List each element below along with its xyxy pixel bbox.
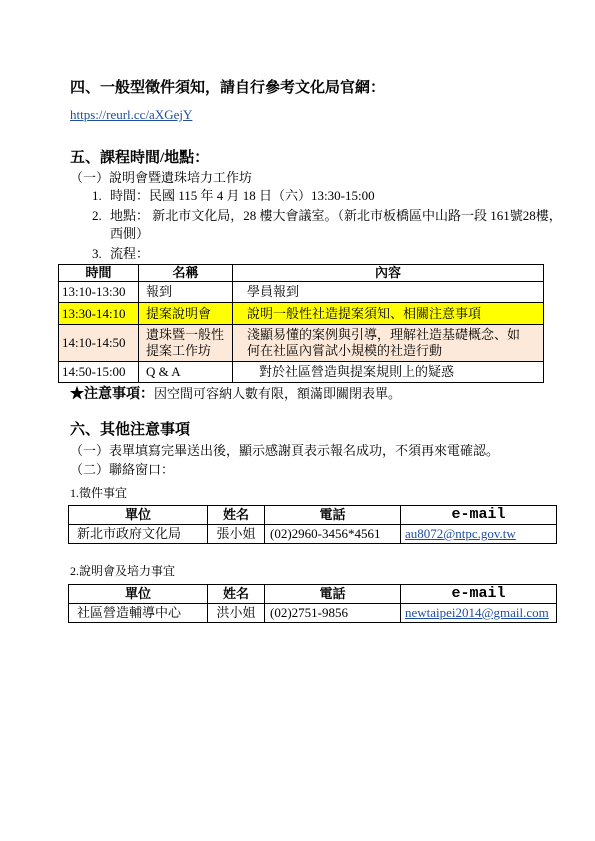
section5-heading: 五、課程時間/地點： bbox=[70, 150, 210, 166]
schedule-content-line: 淺顯易懂的案例與引導，理解社造基礎概念、如 bbox=[247, 327, 521, 342]
contact-name: 洪小姐 bbox=[208, 604, 265, 623]
schedule-name bbox=[139, 325, 233, 362]
section5-subheading: （一）說明會暨遺珠培力工作坊 bbox=[70, 170, 253, 185]
contact-email-cell bbox=[401, 525, 557, 544]
item-number: 2. bbox=[92, 208, 102, 223]
schedule-time: 14:10-14:50 bbox=[59, 325, 139, 362]
table-row bbox=[59, 303, 544, 325]
contact-header-phone: 電話 bbox=[265, 585, 401, 604]
contact-header-name: 姓名 bbox=[208, 585, 265, 604]
contact-label: 1.徵件事宜 bbox=[70, 486, 128, 500]
section6-item: （一）表單填寫完畢送出後，顯示感謝頁表示報名成功，不須再來電確認。 bbox=[70, 443, 500, 458]
section6-item: （二）聯絡窗口： bbox=[70, 462, 175, 477]
schedule-header-name: 名稱 bbox=[139, 265, 233, 282]
contact-email-link[interactable]: newtaipei2014@gmail.com bbox=[405, 605, 549, 620]
contact-header-name: 姓名 bbox=[208, 506, 265, 525]
contact-unit: 社區營造輔導中心 bbox=[69, 604, 208, 623]
notice-text: 因空間可容納人數有限，額滿即關閉表單。 bbox=[154, 386, 402, 401]
contact-header-row bbox=[69, 506, 557, 525]
contact-name: 張小姐 bbox=[208, 525, 265, 544]
table-row bbox=[69, 525, 557, 544]
contact-phone: (02)2960-3456*4561 bbox=[265, 525, 401, 544]
item-agenda-text: 流程： bbox=[110, 246, 150, 261]
schedule-table bbox=[58, 264, 544, 383]
table-row bbox=[69, 604, 557, 623]
schedule-name-line: 遺珠暨一般性 bbox=[146, 327, 225, 342]
contact-header-unit: 單位 bbox=[69, 585, 208, 604]
notice bbox=[70, 386, 401, 403]
schedule-header-content: 內容 bbox=[233, 265, 544, 282]
schedule-name-line: 提案工作坊 bbox=[146, 343, 212, 358]
contact-email-link[interactable]: au8072@ntpc.gov.tw bbox=[405, 526, 516, 541]
contact-header-phone: 電話 bbox=[265, 506, 401, 525]
notice-label: ★注意事項： bbox=[70, 387, 154, 402]
schedule-content: 學員報到 bbox=[233, 282, 544, 303]
schedule-header-row bbox=[59, 265, 544, 282]
item-location-text-cont: 西側） bbox=[110, 226, 150, 241]
contact-table bbox=[68, 505, 557, 544]
table-row bbox=[59, 362, 544, 383]
contact-unit: 新北市政府文化局 bbox=[69, 525, 208, 544]
contact-header-row bbox=[69, 585, 557, 604]
schedule-content bbox=[233, 325, 544, 362]
item-number: 1. bbox=[92, 188, 102, 203]
schedule-name: 報到 bbox=[139, 282, 233, 303]
schedule-content-line: 何在社區內嘗試小規模的社造行動 bbox=[247, 343, 443, 358]
contact-phone: (02)2751-9856 bbox=[265, 604, 401, 623]
contact-email-cell bbox=[401, 604, 557, 623]
contact-header-email: e-mail bbox=[401, 585, 557, 604]
section4-heading: 四、一般型徵件須知，請自行參考文化局官網： bbox=[70, 80, 386, 96]
section4-link[interactable]: https://reurl.cc/aXGejY bbox=[70, 107, 193, 122]
item-location-text: 地點： 新北市文化局，28 樓大會議室。（新北市板橋區中山路一段 161號28樓， bbox=[110, 208, 562, 223]
item-time-text: 時間：民國 115 年 4 月 18 日（六）13:30-15:00 bbox=[110, 188, 375, 203]
schedule-name: 提案說明會 bbox=[139, 303, 233, 325]
contact-header-email: e-mail bbox=[401, 506, 557, 525]
schedule-header-time: 時間 bbox=[59, 265, 139, 282]
contact-header-unit: 單位 bbox=[69, 506, 208, 525]
item-number: 3. bbox=[92, 246, 102, 261]
schedule-time: 13:10-13:30 bbox=[59, 282, 139, 303]
contact-table bbox=[68, 584, 557, 623]
section6-heading: 六、其他注意事項 bbox=[70, 422, 191, 438]
schedule-content: 說明一般性社造提案須知、相關注意事項 bbox=[233, 303, 544, 325]
schedule-content: 對於社區營造與提案規則上的疑惑 bbox=[233, 362, 544, 383]
schedule-time: 14:50-15:00 bbox=[59, 362, 139, 383]
schedule-name: Q & A bbox=[139, 362, 233, 383]
table-row bbox=[59, 282, 544, 303]
table-row bbox=[59, 325, 544, 362]
contact-label: 2.說明會及培力事宜 bbox=[70, 564, 176, 578]
schedule-time: 13:30-14:10 bbox=[59, 303, 139, 325]
